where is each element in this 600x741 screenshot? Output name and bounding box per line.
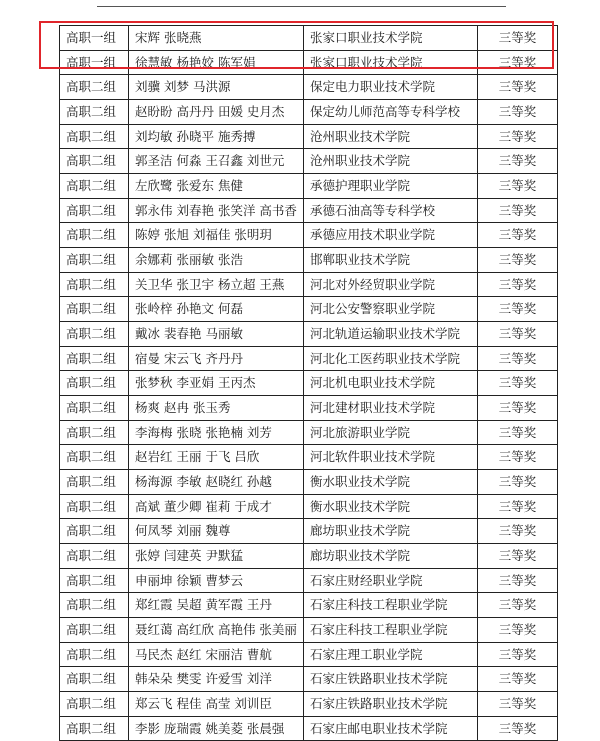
table-row <box>60 692 558 717</box>
names-cell: 李影 庞瑞霞 姚美菱 张晨强 <box>129 716 304 741</box>
prize-cell: 三等奖 <box>478 716 558 741</box>
names-cell: 郑红霞 吴超 黄军霞 王丹 <box>129 593 304 618</box>
names-cell: 张岭梓 孙艳文 何磊 <box>129 297 304 322</box>
names-cell: 杨海源 李敏 赵晓红 孙越 <box>129 470 304 495</box>
table-row <box>60 223 558 248</box>
school-cell: 河北机电职业技术学院 <box>304 371 478 396</box>
table-row <box>60 346 558 371</box>
table-row <box>60 198 558 223</box>
school-cell: 保定电力职业技术学院 <box>304 75 478 100</box>
group-cell: 高职二组 <box>60 692 129 717</box>
group-cell: 高职二组 <box>60 198 129 223</box>
names-cell: 宿曼 宋云飞 齐丹丹 <box>129 346 304 371</box>
table-row <box>60 322 558 347</box>
school-cell: 石家庄理工职业学院 <box>304 642 478 667</box>
prize-cell: 三等奖 <box>478 642 558 667</box>
group-cell: 高职二组 <box>60 124 129 149</box>
group-cell: 高职二组 <box>60 519 129 544</box>
table-row <box>60 149 558 174</box>
group-cell: 高职二组 <box>60 297 129 322</box>
prize-cell: 三等奖 <box>478 544 558 569</box>
names-cell: 张婷 闫建英 尹默猛 <box>129 544 304 569</box>
names-cell: 陈婷 张旭 刘福佳 张明玥 <box>129 223 304 248</box>
table-row <box>60 445 558 470</box>
table-row <box>60 174 558 199</box>
names-cell: 左欣鹭 张爱东 焦健 <box>129 174 304 199</box>
school-cell: 石家庄科技工程职业学院 <box>304 618 478 643</box>
school-cell: 承德护理职业学院 <box>304 174 478 199</box>
prize-cell: 三等奖 <box>478 100 558 125</box>
prize-cell: 三等奖 <box>478 470 558 495</box>
group-cell: 高职二组 <box>60 716 129 741</box>
prize-cell: 三等奖 <box>478 297 558 322</box>
names-cell: 宋辉 张晓燕 <box>129 26 304 51</box>
school-cell: 张家口职业技术学院 <box>304 50 478 75</box>
table-row <box>60 396 558 421</box>
table-row <box>60 297 558 322</box>
prize-cell: 三等奖 <box>478 568 558 593</box>
prize-cell: 三等奖 <box>478 346 558 371</box>
table-row <box>60 667 558 692</box>
prize-cell: 三等奖 <box>478 494 558 519</box>
awards-table <box>59 25 558 741</box>
prize-cell: 三等奖 <box>478 445 558 470</box>
school-cell: 石家庄邮电职业技术学院 <box>304 716 478 741</box>
group-cell: 高职二组 <box>60 149 129 174</box>
prize-cell: 三等奖 <box>478 371 558 396</box>
school-cell: 石家庄铁路职业技术学院 <box>304 692 478 717</box>
group-cell: 高职一组 <box>60 50 129 75</box>
prize-cell: 三等奖 <box>478 396 558 421</box>
prize-cell: 三等奖 <box>478 124 558 149</box>
group-cell: 高职二组 <box>60 248 129 273</box>
school-cell: 廊坊职业技术学院 <box>304 544 478 569</box>
group-cell: 高职二组 <box>60 223 129 248</box>
school-cell: 邯郸职业技术学院 <box>304 248 478 273</box>
group-cell: 高职二组 <box>60 593 129 618</box>
names-cell: 李海梅 张晓 张艳楠 刘芳 <box>129 420 304 445</box>
group-cell: 高职二组 <box>60 568 129 593</box>
prize-cell: 三等奖 <box>478 198 558 223</box>
names-cell: 关卫华 张卫宇 杨立超 王燕 <box>129 272 304 297</box>
table-row <box>60 544 558 569</box>
names-cell: 刘骥 刘梦 马洪源 <box>129 75 304 100</box>
school-cell: 石家庄财经职业学院 <box>304 568 478 593</box>
group-cell: 高职二组 <box>60 445 129 470</box>
school-cell: 河北公安警察职业学院 <box>304 297 478 322</box>
school-cell: 河北旅游职业学院 <box>304 420 478 445</box>
table-row <box>60 593 558 618</box>
school-cell: 承德应用技术职业学院 <box>304 223 478 248</box>
prize-cell: 三等奖 <box>478 322 558 347</box>
prize-cell: 三等奖 <box>478 149 558 174</box>
school-cell: 衡水职业技术学院 <box>304 470 478 495</box>
group-cell: 高职二组 <box>60 420 129 445</box>
group-cell: 高职二组 <box>60 371 129 396</box>
table-row <box>60 420 558 445</box>
prize-cell: 三等奖 <box>478 174 558 199</box>
prize-cell: 三等奖 <box>478 223 558 248</box>
names-cell: 杨爽 赵冉 张玉秀 <box>129 396 304 421</box>
school-cell: 衡水职业技术学院 <box>304 494 478 519</box>
names-cell: 申丽坤 徐颖 曹梦云 <box>129 568 304 593</box>
names-cell: 余娜莉 张丽敏 张浩 <box>129 248 304 273</box>
names-cell: 刘均敏 孙晓平 施秀搏 <box>129 124 304 149</box>
awards-table-body <box>60 26 558 741</box>
group-cell: 高职二组 <box>60 470 129 495</box>
school-cell: 河北建材职业技术学院 <box>304 396 478 421</box>
school-cell: 廊坊职业技术学院 <box>304 519 478 544</box>
group-cell: 高职二组 <box>60 174 129 199</box>
school-cell: 沧州职业技术学院 <box>304 124 478 149</box>
group-cell: 高职二组 <box>60 618 129 643</box>
school-cell: 河北软件职业技术学院 <box>304 445 478 470</box>
prize-cell: 三等奖 <box>478 692 558 717</box>
top-rule <box>97 6 506 7</box>
table-row <box>60 716 558 741</box>
names-cell: 高斌 董少卿 崔莉 于成才 <box>129 494 304 519</box>
prize-cell: 三等奖 <box>478 593 558 618</box>
table-row <box>60 494 558 519</box>
names-cell: 赵盼盼 高丹丹 田媛 史月杰 <box>129 100 304 125</box>
prize-cell: 三等奖 <box>478 667 558 692</box>
names-cell: 马民杰 赵红 宋丽洁 曹航 <box>129 642 304 667</box>
group-cell: 高职二组 <box>60 667 129 692</box>
school-cell: 保定幼儿师范高等专科学校 <box>304 100 478 125</box>
table-row <box>60 568 558 593</box>
table-row <box>60 272 558 297</box>
group-cell: 高职二组 <box>60 494 129 519</box>
group-cell: 高职二组 <box>60 396 129 421</box>
group-cell: 高职二组 <box>60 75 129 100</box>
table-row <box>60 642 558 667</box>
school-cell: 石家庄铁路职业技术学院 <box>304 667 478 692</box>
names-cell: 郑云飞 程佳 高莹 刘训臣 <box>129 692 304 717</box>
prize-cell: 三等奖 <box>478 618 558 643</box>
prize-cell: 三等奖 <box>478 519 558 544</box>
school-cell: 沧州职业技术学院 <box>304 149 478 174</box>
table-row <box>60 519 558 544</box>
prize-cell: 三等奖 <box>478 26 558 51</box>
table-row <box>60 100 558 125</box>
group-cell: 高职二组 <box>60 544 129 569</box>
names-cell: 聂红蔼 高红欣 高艳伟 张美丽 <box>129 618 304 643</box>
group-cell: 高职二组 <box>60 642 129 667</box>
table-row <box>60 248 558 273</box>
school-cell: 河北轨道运输职业技术学院 <box>304 322 478 347</box>
school-cell: 河北对外经贸职业学院 <box>304 272 478 297</box>
group-cell: 高职二组 <box>60 346 129 371</box>
names-cell: 张梦秋 李亚娟 王丙杰 <box>129 371 304 396</box>
prize-cell: 三等奖 <box>478 248 558 273</box>
table-row <box>60 26 558 51</box>
names-cell: 郭圣洁 何淼 王召鑫 刘世元 <box>129 149 304 174</box>
table-row <box>60 50 558 75</box>
school-cell: 张家口职业技术学院 <box>304 26 478 51</box>
school-cell: 河北化工医药职业技术学院 <box>304 346 478 371</box>
group-cell: 高职一组 <box>60 26 129 51</box>
prize-cell: 三等奖 <box>478 50 558 75</box>
names-cell: 徐慧敏 杨艳姣 陈军娟 <box>129 50 304 75</box>
names-cell: 赵岩红 王丽 于飞 吕欣 <box>129 445 304 470</box>
prize-cell: 三等奖 <box>478 420 558 445</box>
school-cell: 石家庄科技工程职业学院 <box>304 593 478 618</box>
group-cell: 高职二组 <box>60 100 129 125</box>
table-row <box>60 124 558 149</box>
table-row <box>60 75 558 100</box>
names-cell: 韩朵朵 樊雯 许爱雪 刘洋 <box>129 667 304 692</box>
table-row <box>60 470 558 495</box>
group-cell: 高职二组 <box>60 322 129 347</box>
group-cell: 高职二组 <box>60 272 129 297</box>
table-row <box>60 371 558 396</box>
school-cell: 承德石油高等专科学校 <box>304 198 478 223</box>
table-row <box>60 618 558 643</box>
prize-cell: 三等奖 <box>478 272 558 297</box>
prize-cell: 三等奖 <box>478 75 558 100</box>
names-cell: 郭永伟 刘春艳 张笑洋 高书香 <box>129 198 304 223</box>
names-cell: 何凤琴 刘丽 魏尊 <box>129 519 304 544</box>
names-cell: 戴冰 裴春艳 马丽敏 <box>129 322 304 347</box>
